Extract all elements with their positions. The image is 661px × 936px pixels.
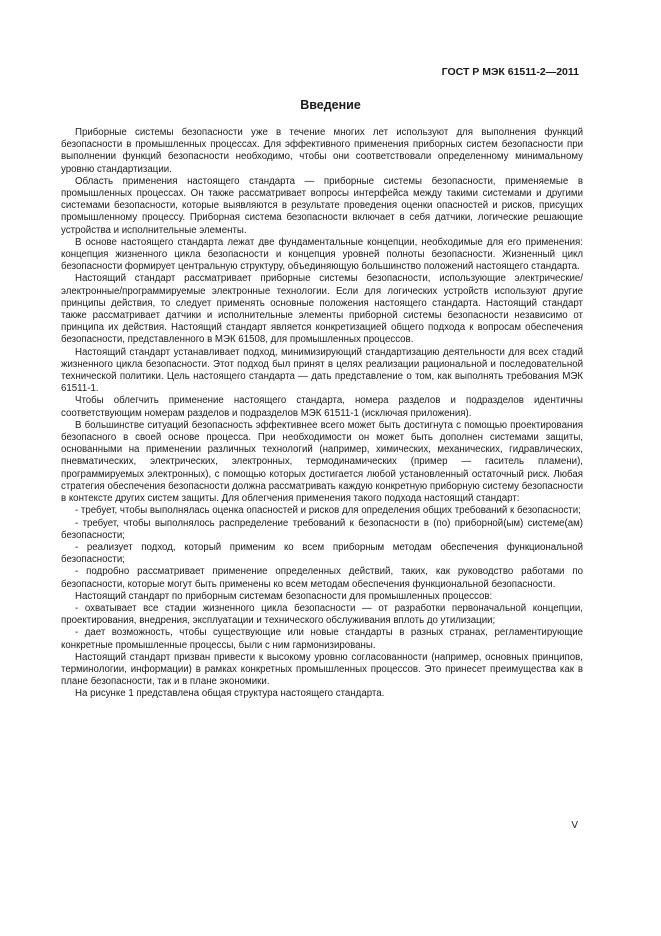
list-item: - дает возможность, чтобы существующие или новые стандарты в разных странах, регламентирующие конкретные промышленные процессы, были с ним гармонизированы.	[61, 627, 583, 651]
standard-code: ГОСТ Р МЭК 61511-2—2011	[441, 66, 579, 78]
paragraph: Приборные системы безопасности уже в течение многих лет используют для выполнения функций безопасности в промышленных процессах. Для эффективного применения приборных систем безопасности при выполнении функций безопасности необходимо, чтобы они соответствовали определенному минимальному уровню стандартизации.	[61, 127, 583, 175]
section-body	[61, 127, 583, 701]
paragraph: На рисунке 1 представлена общая структура настоящего стандарта.	[75, 688, 385, 700]
list-item: - охватывает все стадии жизненного цикла безопасности — от разработки первоначальной концепции, проектирования, внедрения, эксплуатации и технического обслуживания вплоть до утилизации;	[61, 602, 583, 627]
list-item: - требует, чтобы выполнялось распределение требований к безопасности в (по) приборной(ым) системе(ам) безопасности;	[61, 517, 583, 541]
list-item: - реализует подход, который применим ко всем приборным методам обеспечения функциональной безопасности;	[61, 541, 583, 566]
section-title: Введение	[300, 98, 361, 112]
list-item: - подробно рассматривает применение определенных действий, таких, как руководство работами по безопасности, которые могут быть применены ко всем методам обеспечения функциональной безопасности.	[61, 566, 583, 590]
paragraph: Настоящий стандарт устанавливает подход, минимизирующий стандартизацию деятельности для всех стадий жизненного цикла безопасности. Этот подход был принят в целях реализации рациональной и последовательной технической политики. Цель настоящего стандарта — дать представление о том, как выполнять требования МЭК 61511-1.	[61, 346, 583, 395]
paragraph: Настоящий стандарт призван привести к высокому уровню согласованности (например, основных принципов, терминологии, информации) в рамках конкретных промышленных процессов. Это принесет преимущества как в плане безопасности, так и в плане экономики.	[61, 651, 583, 688]
paragraph: Область применения настоящего стандарта — приборные системы безопасности, применяемые в промышленных процессах. Он также рассматривает вопросы интерфейса между такими системами и другими системами безопасности, которые выявляются в результате проведения оценки опасностей и рисков, присущих промышленному процессу. Приборная система безопасности включает в себя датчики, логические решающие устройства и исполнительные элементы.	[61, 175, 583, 236]
paragraph: В большинстве ситуаций безопасность эффективнее всего может быть достигнута с помощью проектирования безопасного в своей основе процесса. При необходимости он может быть дополнен системами защиты, основанными на применении различных технологий (например, химических, механических, гидравлических, пневматических, электрических, электронных, термодинамических (пример — гаситель пламени), программируемых электронных), с помощью которых достигается любой установленный остаточный риск. Любая стратегия обеспечения безопасности должна рассматривать каждую конкретную приборную систему безопасности в контексте других систем защиты. Для облегчения применения такого подхода настоящий стандарт:	[61, 419, 583, 505]
paragraph: В основе настоящего стандарта лежат две фундаментальные концепции, необходимые для его применения: концепция жизненного цикла безопасности и концепция уровней полноты безопасности. Жизненный цикл безопасности формирует центральную структуру, объединяющую большинство положений настоящего стандарта.	[61, 236, 583, 273]
paragraph: Настоящий стандарт рассматривает приборные системы безопасности, использующие электрические/электронные/программируемые электронные технологии. Если для логических устройств используют другие принципы действия, то следует применять основные положения настоящего стандарта. Настоящий стандарт также рассматривает датчики и исполнительные элементы приборной системы безопасности независимо от принципа их действия. Настоящий стандарт является конкретизацией общего подхода к вопросам обеспечения безопасности, представленного в МЭК 61508, для промышленных процессов.	[61, 273, 583, 346]
list-item: - требует, чтобы выполнялась оценка опасностей и рисков для определения общих требований к безопасности;	[75, 505, 581, 517]
paragraph: Настоящий стандарт по приборным системам безопасности для промышленных процессов:	[75, 590, 493, 602]
paragraph: Чтобы облегчить применение настоящего стандарта, номера разделов и подразделов идентичны соответствующим номерам разделов и подразделов МЭК 61511-1 (исключая приложения).	[61, 395, 583, 419]
page-number: V	[571, 820, 578, 831]
